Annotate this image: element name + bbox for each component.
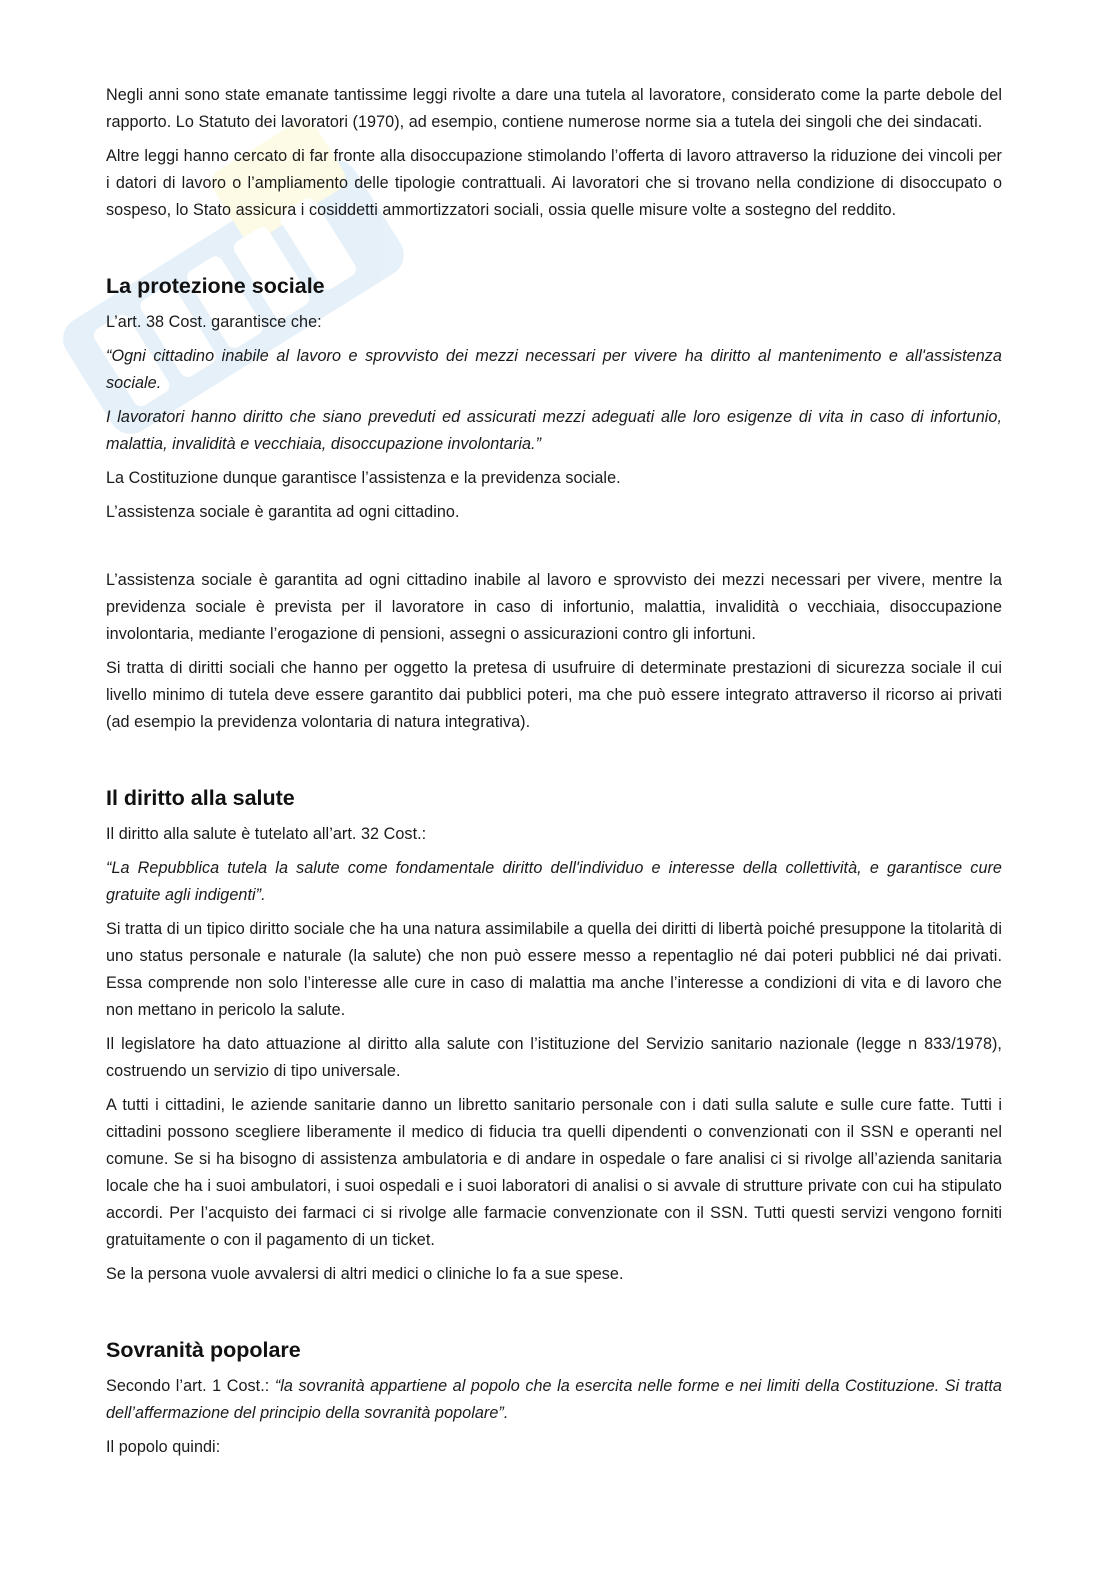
- protezione-intro: L’art. 38 Cost. garantisce che:: [106, 313, 322, 331]
- salute-paragraph-4: Se la persona vuole avvalersi di altri medici o cliniche lo fa a sue spese.: [106, 1265, 624, 1283]
- protezione-paragraph-4: Si tratta di diritti sociali che hanno per oggetto la pretesa di usufruire di determinate prestazioni di sicurezza sociale il cui livello minimo di tutela deve essere garantito dai pubblici poteri, ma che può essere integrato attraverso il ricorso ai privati (ad esempio la previdenza volontaria di natura integrativa).: [106, 659, 1002, 731]
- section-title-diritto-salute: Il diritto alla salute: [106, 786, 295, 810]
- salute-quote: “La Repubblica tutela la salute come fondamentale diritto dell'individuo e interesse della collettività, e garantisce cure gratuite agli indigenti”.: [106, 859, 1002, 904]
- protezione-paragraph-1: La Costituzione dunque garantisce l’assistenza e la previdenza sociale.: [106, 469, 621, 487]
- salute-intro: Il diritto alla salute è tutelato all’art. 32 Cost.:: [106, 825, 427, 843]
- salute-paragraph-1: Si tratta di un tipico diritto sociale che ha una natura assimilabile a quella dei diritti di libertà poiché presuppone la titolarità di uno status personale e naturale (la salute) che non può essere messo a repentaglio né dai poteri pubblici né dai privati. Essa comprende non solo l’interesse alle cure in caso di malattia ma anche l’interesse a condizioni di vita e di lavoro che non mettano in pericolo la salute.: [106, 920, 1002, 1019]
- section-title-sovranita-popolare: Sovranità popolare: [106, 1338, 301, 1362]
- document-page: [106, 82, 1002, 1468]
- intro-paragraph-2: Altre leggi hanno cercato di far fronte alla disoccupazione stimolando l’offerta di lavoro attraverso la riduzione dei vincoli per i datori di lavoro o l’ampliamento delle tipologie contrattuali. Ai lavoratori che si trovano nella condizione di disoccupato o sospeso, lo Stato assicura i cosiddetti ammortizzatori sociali, ossia quelle misure volte a sostegno del reddito.: [106, 147, 1002, 219]
- protezione-quote-1: “Ogni cittadino inabile al lavoro e sprovvisto dei mezzi necessari per vivere ha diritto al mantenimento e all'assistenza sociale.: [106, 347, 1002, 392]
- sovranita-intro-plain: Secondo l’art. 1 Cost.:: [106, 1377, 275, 1395]
- protezione-paragraph-3: L’assistenza sociale è garantita ad ogni cittadino inabile al lavoro e sprovvisto dei mezzi necessari per vivere, mentre la previdenza sociale è prevista per il lavoratore in caso di infortunio, malattia, invalidità o vecchiaia, disoccupazione involontaria, mediante l’erogazione di pensioni, assegni o assicurazioni contro gli infortuni.: [106, 571, 1002, 643]
- salute-paragraph-2: Il legislatore ha dato attuazione al diritto alla salute con l’istituzione del Servizio sanitario nazionale (legge n 833/1978), costruendo un servizio di tipo universale.: [106, 1035, 1002, 1080]
- sovranita-paragraph-1: Il popolo quindi:: [106, 1438, 221, 1456]
- sovranita-intro: [106, 1373, 1002, 1427]
- intro-paragraph-1: Negli anni sono state emanate tantissime leggi rivolte a dare una tutela al lavoratore, considerato come la parte debole del rapporto. Lo Statuto dei lavoratori (1970), ad esempio, contiene numerose norme sia a tutela dei singoli che dei sindacati.: [106, 86, 1002, 131]
- salute-paragraph-3: A tutti i cittadini, le aziende sanitarie danno un libretto sanitario personale con i dati sulla salute e sulle cure fatte. Tutti i cittadini possono scegliere liberamente il medico di fiducia tra quelli dipendenti o convenzionati con il SSN e operanti nel comune. Se si ha bisogno di assistenza ambulatoria e di andare in ospedale o fare analisi ci si rivolge all’azienda sanitaria locale che ha i suoi ambulatori, i suoi ospedali e i suoi laboratori di analisi o si avvale di strutture private con cui ha stipulato accordi. Per l’acquisto dei farmaci ci si rivolge alle farmacie convenzionate con il SSN. Tutti questi servizi vengono forniti gratuitamente o con il pagamento di un ticket.: [106, 1096, 1002, 1249]
- section-title-protezione-sociale: La protezione sociale: [106, 274, 325, 298]
- sovranita-intro-quote: “la sovranità appartiene al popolo che la esercita nelle forme e nei limiti della Costituzione. Si tratta dell’affermazione del principio della sovranità popolare”.: [106, 1377, 1002, 1422]
- protezione-quote-2: I lavoratori hanno diritto che siano preveduti ed assicurati mezzi adeguati alle loro esigenze di vita in caso di infortunio, malattia, invalidità e vecchiaia, disoccupazione involontaria.”: [106, 408, 1002, 453]
- protezione-paragraph-2: L’assistenza sociale è garantita ad ogni cittadino.: [106, 503, 460, 521]
